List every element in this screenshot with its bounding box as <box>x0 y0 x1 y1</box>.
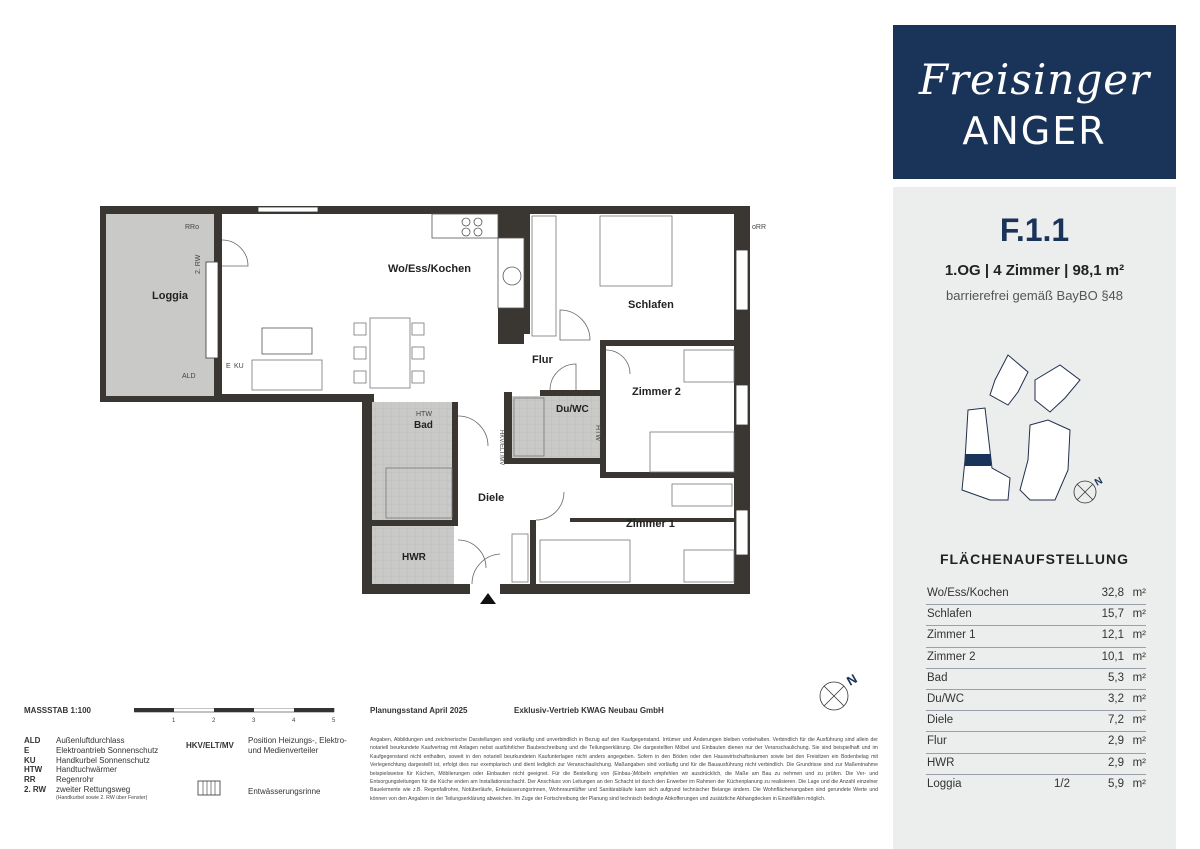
wall-schlafen-left <box>524 214 530 334</box>
unit-code: F.1.1 <box>999 212 1070 248</box>
area-name: Loggia <box>927 777 962 790</box>
legend-text: Handkurbel Sonnenschutz <box>56 755 150 765</box>
scale-tick-label: 4 <box>292 718 296 724</box>
window-zimmer2 <box>736 385 748 425</box>
window-zimmer1 <box>736 510 748 555</box>
hob-burner <box>462 228 470 236</box>
bed-zimmer1 <box>540 540 630 582</box>
wall-loggia-left <box>100 206 106 402</box>
door-bad <box>458 416 488 446</box>
brand-logo <box>893 25 1176 179</box>
area-value: 32,8 <box>1101 587 1124 599</box>
area-unit: m² <box>1132 608 1146 621</box>
scale-tick-label: 3 <box>252 718 256 724</box>
door-schlafen <box>560 310 590 340</box>
dining-chair <box>412 347 424 359</box>
window-schlafen <box>736 250 748 310</box>
legend-text: zweiter Rettungsweg <box>56 784 131 794</box>
area-name: Zimmer 2 <box>927 650 976 663</box>
wall-zimmer2-left <box>600 340 606 475</box>
room-label-loggia: Loggia <box>152 290 189 302</box>
area-name: Zimmer 1 <box>927 629 976 642</box>
desk-zimmer2 <box>684 350 734 382</box>
compass-small <box>1074 475 1105 503</box>
area-name: Du/WC <box>927 692 965 705</box>
wardrobe-schlafen <box>532 216 556 336</box>
area-row <box>926 690 1146 711</box>
room-label-zimmer2: Zimmer 2 <box>632 386 681 398</box>
window-top-living <box>258 207 318 212</box>
sofa <box>252 360 322 390</box>
legend-item <box>24 775 184 785</box>
kitchen-sink <box>503 267 521 285</box>
room-label-zimmer1: Zimmer 1 <box>626 518 675 530</box>
legend-abbr: RR <box>24 775 36 785</box>
wardrobe-zimmer1 <box>672 484 732 506</box>
legend-abbr: ALD <box>24 736 41 745</box>
door-zimmer1 <box>536 492 564 520</box>
room-label-diele: Diele <box>478 492 505 504</box>
area-name: Bad <box>927 671 948 684</box>
area-table <box>926 584 1146 795</box>
wall-loggia-bottom <box>100 396 220 402</box>
mark-ald: ALD <box>182 373 196 380</box>
area-row <box>926 754 1146 775</box>
area-name: Wo/Ess/Kochen <box>927 587 1009 599</box>
wall-hwr-top <box>362 520 458 526</box>
wall-schlafen-bottom <box>600 340 740 346</box>
legend-text: Außenluftdurchlass <box>56 736 125 745</box>
area-unit: m² <box>1132 692 1146 705</box>
hob-burner <box>474 228 482 236</box>
area-fraction: 1/2 <box>1054 777 1070 790</box>
area-row <box>926 584 1146 605</box>
mark-2rw: 2. RW <box>195 254 202 274</box>
dining-chair <box>354 347 366 359</box>
legend-item <box>24 756 184 766</box>
dining-chair <box>412 323 424 335</box>
area-value: 3,2 <box>1108 692 1124 705</box>
drain-icon <box>197 779 221 797</box>
legend-abbr: 2. RW <box>24 784 47 794</box>
dining-table <box>370 318 410 388</box>
door-loggia <box>222 240 248 266</box>
sales-agent: Exklusiv-Vertrieb KWAG Neubau GmbH <box>514 706 664 715</box>
area-row <box>926 775 1146 795</box>
door-duwc <box>550 364 576 390</box>
wall-zimmer1-left <box>530 520 536 584</box>
scale-bar <box>134 708 344 726</box>
keyplan-building-d <box>1020 420 1070 500</box>
keyplan-unit-highlight <box>965 454 991 466</box>
wall-bottom-right <box>500 584 750 594</box>
area-unit: m² <box>1132 714 1146 727</box>
room-label-duwc: Du/WC <box>556 404 589 415</box>
hob-burner <box>462 218 470 226</box>
room-label-hwr: HWR <box>402 552 426 563</box>
bad-floor <box>372 402 454 524</box>
legend-item <box>24 736 184 746</box>
area-value: 2,9 <box>1108 756 1124 769</box>
area-name: HWR <box>927 756 955 769</box>
drain-text: Entwässerungsrinne <box>248 787 321 796</box>
area-value: 2,9 <box>1108 735 1124 748</box>
area-value: 7,2 <box>1108 714 1124 727</box>
keyplan-building-a <box>990 355 1028 405</box>
mark-ku: KU <box>234 363 244 370</box>
area-unit: m² <box>1132 629 1146 642</box>
brand-word: ANGER <box>962 109 1107 153</box>
mark-e: E <box>226 363 231 370</box>
dining-chair <box>354 323 366 335</box>
legend-item <box>24 746 184 756</box>
wall-duwc-top <box>540 390 600 396</box>
area-row <box>926 626 1146 647</box>
area-unit: m² <box>1132 650 1146 663</box>
mark-hkv: HKV/ELT/MV <box>498 430 504 466</box>
area-unit: m² <box>1132 671 1146 684</box>
area-row <box>926 648 1146 669</box>
loggia-floor <box>106 212 214 398</box>
room-label-flur: Flur <box>532 354 553 366</box>
area-unit: m² <box>1132 735 1146 748</box>
area-row <box>926 605 1146 626</box>
hob-burner <box>474 218 482 226</box>
wall-duwc-left <box>504 392 512 464</box>
disclaimer: Angaben, Abbildungen und zeichnerische Darstellungen sind vorläufig und unverbindlich in Bezug auf den Kaufgegenstand. Irrtümer und Änderungen bleiben vorbehalten. Verbindlich für die Ausführung sind allein der notariell beurkundete Kaufvertrag mit Anlagen nebst ausführlicher Baubeschreibung und die Teilungserklärung. Die dargestellten Möbel und Einbauten dienen nur der Veranschaulichung. Sie sind beispielhaft und im Kaufgegenstand nicht enthalten, soweit in den notariell beurkundeten Kaufunterlagen nicht anders angegeben. Sofern in den Böden oder den Hauswirtschaftsräumen sowie bei den Freisitzen ein Bodenbelag mit Verlegerichtung dargestellt ist, erfolgt dies nur exemplarisch und dient lediglich zur Veranschaulichung. Maßangaben sind vorläufig und für die Bauausführung nicht verbindlich. Die Grundrisse sind zur Maßentnahme beispielsweise für Küchen, Möblierungen oder Einbauten nicht geeignet. Für die Bestellung von (Einbau-)Möbeln empfehlen wir ausdrücklich, die Maße am Bau zu nehmen und zu prüfen. Die Ver- und Entsorgungsleitungen für die Küche enden am Installationsschacht. Der Anschluss von Leitungen an den Schacht ist durch den Erwerber im Rahmen der Küchenplanung zu realisieren. Die Lage und die Anzahl einzelner Bauelemente wie z.B. Regenfallrohre, Notüberläufe, Entwässerungsrinnen, Wohnraumlüfter und Sanitärabläufe kann sich aufgrund technischer Belange ändern. Die Wohnflächenangaben sind gerundete Werte und können von den Angaben in der Teilungserklärung abweichen. Im Zuge der Fortschreibung der Planung sind technisch bedingte Abkofferungen und zusätzliche Abhangdecken in Einzelfällen möglich. <box>370 737 878 802</box>
scale-label: MASSSTAB 1:100 <box>24 706 91 715</box>
wall-top <box>100 206 750 214</box>
area-name: Schlafen <box>927 608 972 621</box>
desk-zimmer1 <box>684 550 734 582</box>
room-label-schlafen: Schlafen <box>628 299 674 311</box>
bed-schlafen <box>600 216 672 286</box>
legend <box>24 736 184 795</box>
legend-abbr: HTW <box>24 765 43 775</box>
area-name: Flur <box>927 735 947 748</box>
legend-abbr: KU <box>24 755 36 765</box>
legend-item <box>24 765 184 775</box>
wall-bad-left <box>362 394 372 594</box>
area-row <box>926 669 1146 690</box>
area-unit: m² <box>1132 756 1146 769</box>
kitchen-island <box>262 328 312 354</box>
brand-script: Freisinger <box>918 55 1151 104</box>
unit-accessibility: barrierefrei gemäß BayBO §48 <box>945 288 1124 303</box>
planning-date: Planungsstand April 2025 <box>370 706 468 715</box>
legend-abbr: E <box>24 745 30 755</box>
area-value: 5,9 <box>1108 777 1124 790</box>
door-entrance <box>472 554 500 584</box>
legend-text: Handtuchwärmer <box>56 765 117 775</box>
entrance-arrow <box>480 593 496 604</box>
door-zimmer2 <box>606 350 630 374</box>
wall-bottom <box>362 584 470 594</box>
area-unit: m² <box>1132 777 1146 790</box>
compass-large-north: N <box>844 670 860 689</box>
scale-tick-label: 2 <box>212 718 216 724</box>
room-label-bad: Bad <box>414 420 433 431</box>
wall-duwc-bottom <box>504 458 604 464</box>
legend-note: (Handkurbel sowie 2. RW über Fenster) <box>56 795 148 801</box>
legend-text: Elektroantrieb Sonnenschutz <box>56 745 159 755</box>
area-unit: m² <box>1132 587 1146 599</box>
bed-zimmer2 <box>650 432 734 472</box>
area-value: 12,1 <box>1101 629 1124 642</box>
wall-zimmer2-bottom <box>600 472 740 478</box>
area-value: 5,3 <box>1108 671 1124 684</box>
wall-living-bottom <box>214 394 374 402</box>
door-hwr <box>458 540 486 568</box>
scale-tick-label: 1 <box>172 718 176 724</box>
mark-rr-right: oRR <box>752 224 767 231</box>
unit-summary: 1.OG | 4 Zimmer | 98,1 m² <box>944 262 1125 279</box>
legend-text: Regenrohr <box>56 775 94 785</box>
keyplan-building-b <box>1035 365 1080 412</box>
area-value: 15,7 <box>1101 608 1124 621</box>
room-label-wohnen: Wo/Ess/Kochen <box>388 263 471 275</box>
area-row <box>926 732 1146 753</box>
hkv-text: Position Heizungs-, Elektro- und Medienverteiler <box>248 736 347 755</box>
area-value: 10,1 <box>1101 650 1124 663</box>
window-loggia <box>206 262 218 358</box>
hkv-abbr: HKV/ELT/MV <box>186 741 234 750</box>
dining-chair <box>412 371 424 383</box>
compass-small-north: N <box>1093 475 1105 489</box>
wardrobe-diele <box>512 534 528 582</box>
dining-chair <box>354 371 366 383</box>
area-name: Diele <box>927 714 954 727</box>
wall-bad-right <box>452 402 458 520</box>
scale-tick-label: 5 <box>332 718 336 724</box>
compass-large <box>810 666 870 726</box>
site-keyplan <box>950 350 1110 520</box>
mark-htw-du: HTW <box>594 425 601 441</box>
area-heading: FLÄCHENAUFSTELLUNG <box>939 551 1130 567</box>
area-row <box>926 711 1146 732</box>
mark-rr-left: RRo <box>185 224 200 231</box>
mark-htw-bad: HTW <box>416 411 432 418</box>
